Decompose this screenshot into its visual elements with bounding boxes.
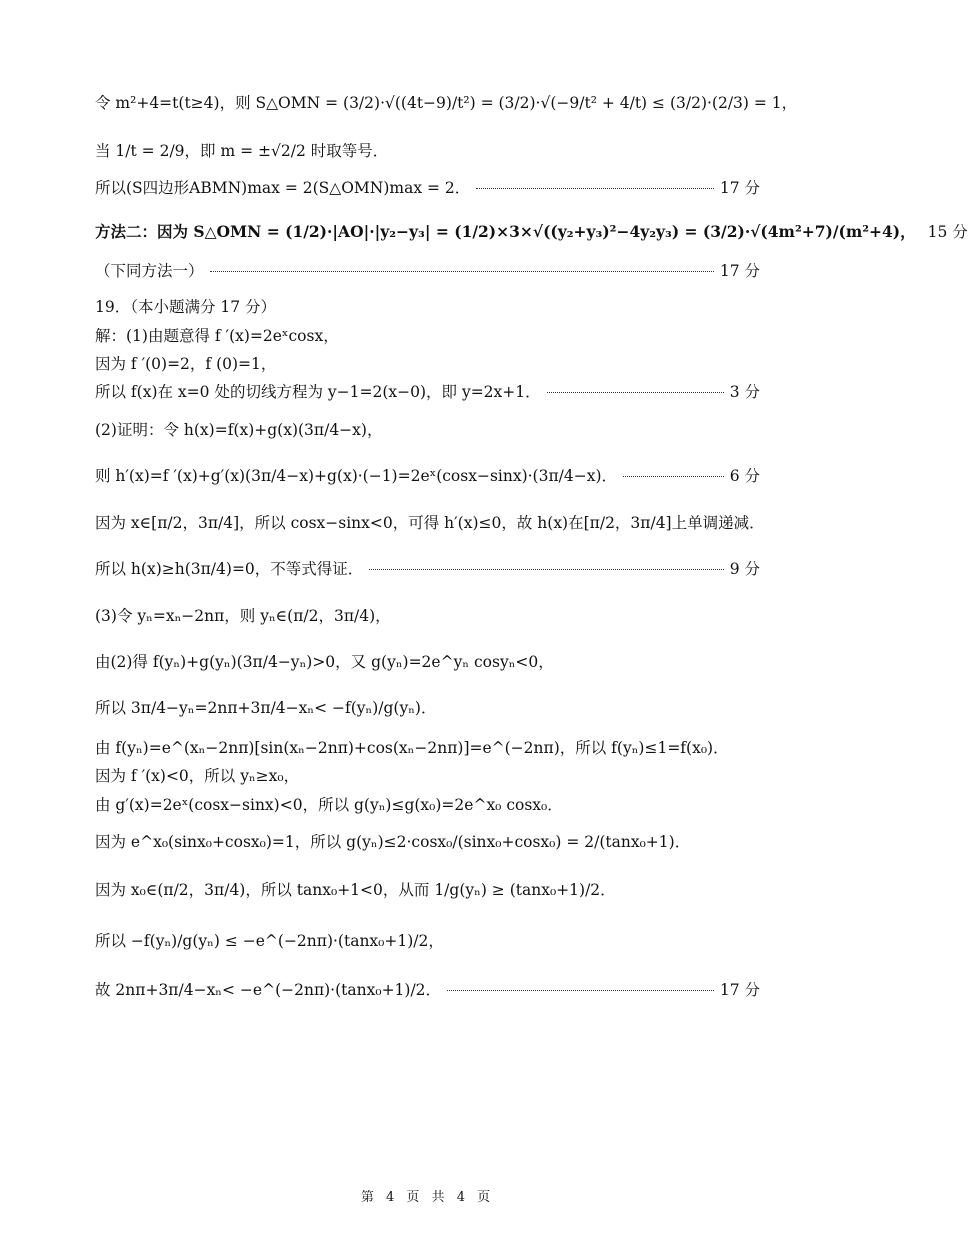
solution-line-18: 由 g′(x)=2eˣ(cosx−sinx)<0，所以 g(yₙ)≤g(x₀)=2e^x₀ cosx₀． [95,796,563,814]
score-mark: 6 分 [729,467,760,485]
score-mark: 15 分 [927,223,968,241]
dot-leader [476,188,714,189]
solution-line-20: 因为 x₀∈(π/2，3π/4)，所以 tanx₀+1<0，从而 1/g(yₙ) ≥ (tanx₀+1)/2． [95,881,616,899]
solution-line-12: 所以 h(x)≥h(3π/4)=0，不等式得证． 9 分 [95,560,760,578]
page-footer: 第 4 页 共 4 页 [360,1190,495,1205]
score-mark: 17 分 [719,981,760,999]
method-two-line: 方法二：因为 S△OMN = (1/2)·|AO|·|y₂−y₃| = (1/2)×3×√((y₂+y₃)²−4y₂y₃) = (3/2)·√(4m²+7)/(m²+4)， 15 分 [95,222,968,241]
solution-line-13: (3)令 yₙ=xₙ−2nπ，则 yₙ∈(π/2，3π/4)， [95,607,391,625]
dot-leader [447,990,714,991]
score-mark: 17 分 [719,179,760,197]
solution-line-2: 当 1/t = 2/9，即 m = ±√2/2 时取等号． [95,142,389,160]
solution-line-16: 由 f(yₙ)=e^(xₙ−2nπ)[sin(xₙ−2nπ)+cos(xₙ−2nπ)]=e^(−2nπ)，所以 f(yₙ)≤1=f(x₀)． [95,739,729,757]
solution-line-6: 解：(1)由题意得 f ′(x)=2eˣcosx， [95,327,339,345]
solution-line-7: 因为 f ′(0)=2，f (0)=1， [95,355,277,373]
score-mark: 9 分 [729,560,760,578]
solution-line-19: 因为 e^x₀(sinx₀+cosx₀)=1，所以 g(yₙ)≤2·cosx₀/(sinx₀+cosx₀) = 2/(tanx₀+1)． [95,833,691,851]
solution-line-9: (2)证明：令 h(x)=f(x)+g(x)(3π/4−x)， [95,421,383,439]
dot-leader [369,569,723,570]
solution-line-8: 所以 f(x)在 x=0 处的切线方程为 y−1=2(x−0)，即 y=2x+1． 3 分 [95,383,760,401]
solution-line-10: 则 h′(x)=f ′(x)+g′(x)(3π/4−x)+g(x)·(−1)=2eˣ(cosx−sinx)·(3π/4−x)． 6 分 [95,467,760,485]
solution-line-3: 所以(S四边形ABMN)max = 2(S△OMN)max = 2． 17 分 [95,179,760,197]
score-mark: 17 分 [719,262,760,280]
solution-line-15: 所以 3π/4−yₙ=2nπ+3π/4−xₙ< −f(yₙ)/g(yₙ)． [95,699,437,717]
solution-line-21: 所以 −f(yₙ)/g(yₙ) ≤ −e^(−2nπ)·(tanx₀+1)/2， [95,932,444,950]
solution-line-14: 由(2)得 f(yₙ)+g(yₙ)(3π/4−yₙ)>0，又 g(yₙ)=2e^yₙ cosyₙ<0， [95,653,554,671]
dot-leader [623,476,724,477]
same-as-method-one-line: （下同方法一） 17 分 [95,262,760,280]
dot-leader [210,271,714,272]
solution-line-17: 因为 f ′(x)<0，所以 yₙ≥x₀， [95,767,300,785]
solution-line-1: 令 m²+4=t(t≥4)，则 S△OMN = (3/2)·√((4t−9)/t²) = (3/2)·√(−9/t² + 4/t) ≤ (3/2)·(2/3) = 1， [95,94,798,112]
dot-leader [547,392,724,393]
solution-line-22: 故 2nπ+3π/4−xₙ< −e^(−2nπ)·(tanx₀+1)/2． 17 分 [95,981,760,999]
question-19-heading: 19．（本小题满分 17 分） [95,298,277,316]
score-mark: 3 分 [729,383,760,401]
solution-line-11: 因为 x∈[π/2，3π/4]，所以 cosx−sinx<0，可得 h′(x)≤0，故 h(x)在[π/2，3π/4]上单调递减． [95,514,765,532]
